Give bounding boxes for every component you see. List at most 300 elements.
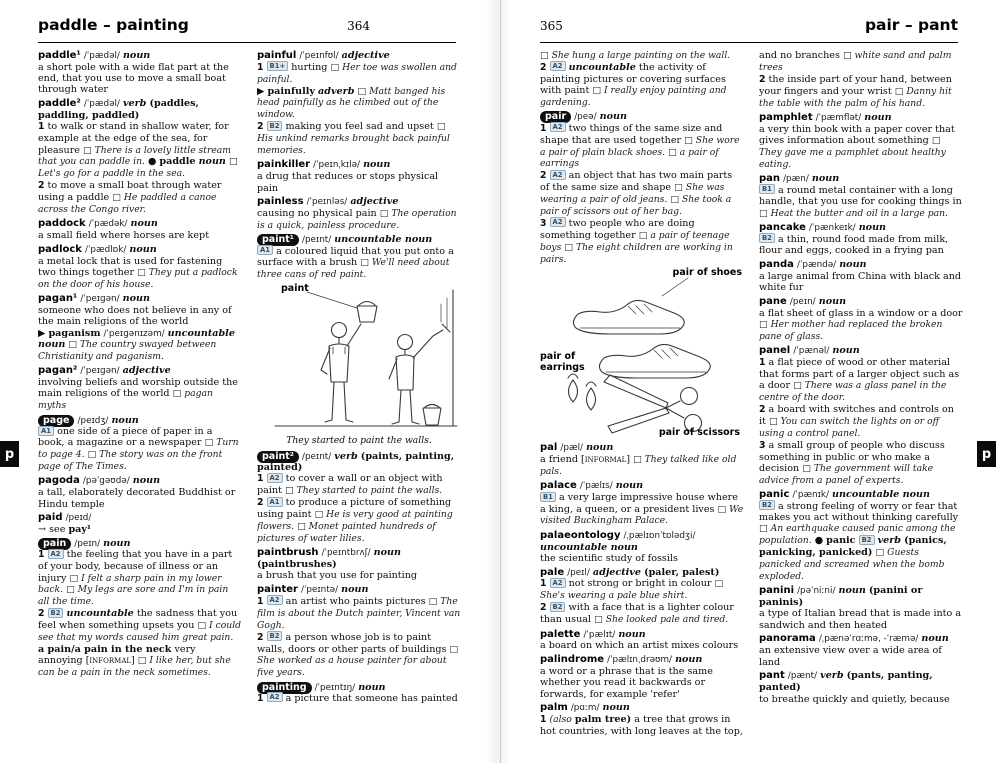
headword: painless <box>257 196 304 208</box>
right-page-header <box>540 14 958 40</box>
letter-tab-right <box>977 441 996 467</box>
column-2-top-entries <box>257 50 461 281</box>
cefr-badge: A1 <box>257 245 273 255</box>
pair-of-scissors-label: pair of scissors <box>658 426 740 438</box>
paint-illustration <box>257 284 461 447</box>
definition-text: a large animal from China with black and white fur <box>759 270 962 293</box>
headword: pancake <box>759 221 806 233</box>
left-headword-range: paddle – painting <box>38 16 189 34</box>
dictionary-entry <box>257 50 461 157</box>
part-of-speech: noun <box>675 654 703 666</box>
cefr-badge: A1 <box>267 497 283 507</box>
dictionary-entry <box>759 633 963 667</box>
cefr-badge: A2 <box>550 122 566 132</box>
definition-text: to cover a wall or an object with paint <box>257 473 443 497</box>
headword: panic <box>759 489 790 501</box>
dictionary-entry <box>257 682 461 705</box>
dictionary-entry <box>38 365 242 412</box>
definition-text: to walk or stand in shallow water, for example at the edge of the sea, for pleasure <box>38 121 229 156</box>
definition-text: an extensive view over a wide area of land <box>759 645 942 668</box>
headword: pagoda <box>38 475 80 487</box>
pronunciation: /ˈpeɪnləs/ <box>306 197 348 208</box>
definition-text: making you feel sad and upset <box>285 121 434 133</box>
sense-number: 2 <box>759 73 766 85</box>
part-of-speech: adverb <box>318 85 355 97</box>
dictionary-entry <box>759 173 963 219</box>
example-text: □ He paddled a canoe across the Congo river. <box>38 192 217 216</box>
pronunciation: /pəˈniːni/ <box>797 586 836 597</box>
pronunciation: /peɪd/ <box>65 513 92 524</box>
dictionary-entry <box>38 293 242 363</box>
bold-text: (pants, panting, panted) <box>759 670 933 694</box>
headword: palaeontology <box>540 529 621 541</box>
definition-text: to move a small boat through water using a paddle <box>38 180 222 204</box>
part-of-speech: noun <box>129 244 157 255</box>
sense-number: 1 <box>38 549 45 561</box>
keyword-headword: pain <box>38 538 71 550</box>
headword: panda <box>759 258 794 270</box>
cefr-badge: B2 <box>48 608 64 618</box>
example-text: □ We'll need about three cans of red paint. <box>257 257 450 280</box>
dictionary-entry <box>540 629 744 652</box>
keyword-headword: paint² <box>257 451 299 463</box>
register-label: [informal] <box>581 454 630 466</box>
definition-text: someone who does not believe in any of the main religions of the world <box>38 305 232 328</box>
part-of-speech: uncountable noun <box>540 541 638 553</box>
cefr-badge: A2 <box>267 692 283 702</box>
pronunciation: /pæn/ <box>783 174 809 185</box>
definition-text: the sadness that you feel when something upsets you <box>38 608 238 632</box>
pronunciation: /pəˈgəʊdə/ <box>82 476 130 487</box>
dictionary-entry <box>38 244 242 291</box>
definition-text: two people who are doing something together <box>540 217 695 241</box>
dictionary-entry <box>759 222 963 256</box>
example-text: □ The government will take advice from a panel of experts. <box>759 462 934 486</box>
pronunciation: /pɑːm/ <box>570 703 600 714</box>
part-of-speech: noun <box>921 633 949 645</box>
column-2-bottom-entries <box>257 451 461 705</box>
sense-number: 1 <box>257 473 264 485</box>
headword: pagan¹ <box>38 293 78 305</box>
definition-text: hurting <box>291 61 328 73</box>
dictionary-entry <box>540 530 744 564</box>
part-of-speech: noun <box>586 442 614 454</box>
dictionary-entry <box>540 567 744 626</box>
example-text: □ She worked as a house painter for about five years. <box>257 643 459 679</box>
definition-text: one side of a piece of paper in a book, a magazine or a newspaper <box>38 426 213 449</box>
headword: paintbrush <box>257 547 319 559</box>
part-of-speech: uncountable noun <box>38 327 235 351</box>
example-text: □ You can switch the lights on or off using a control panel. <box>759 415 940 439</box>
cefr-badge: A2 <box>550 217 566 227</box>
letter-tab-right-label: p <box>981 446 992 462</box>
definition-text: ▶ <box>38 327 46 339</box>
example-text: □ They talked like old pals. <box>540 454 737 478</box>
example-text: □ She looked pale and tired. <box>594 614 729 626</box>
pronunciation: /peɪn/ <box>74 538 101 549</box>
example-text: □ The film is about the Dutch painter, Vincent van Gogh. <box>257 595 461 631</box>
cefr-badge: B2 <box>550 602 566 612</box>
sense-number: 2 <box>759 403 766 415</box>
sense-number: 1 <box>759 356 766 368</box>
page-right <box>540 14 963 755</box>
headword: panel <box>759 345 791 357</box>
keyword-headword: pair <box>540 111 571 123</box>
page-gutter-shadow <box>486 0 510 763</box>
sense-number: 1 <box>38 121 45 133</box>
pronunciation: /ˈpeɪnfʊl/ <box>299 51 339 61</box>
page-gutter-line <box>500 0 501 763</box>
definition-text: to produce a picture of something using paint <box>257 497 452 521</box>
definition-text: a flat piece of wood or other material that forms part of a larger object such as a door <box>759 356 960 392</box>
cefr-badge: A2 <box>48 549 64 559</box>
keyword-headword: paint¹ <box>257 234 299 246</box>
definition-text: a short pole with a wide flat part at the end, that you use to move a small boat through water <box>38 61 229 96</box>
example-text: □ The country swayed between Christianity and paganism. <box>38 339 217 362</box>
example-text: □ Turn to page 4. <box>38 437 239 461</box>
part-of-speech: verb <box>877 535 902 547</box>
definition-text: the inside part of your hand, between your fingers and your wrist <box>759 73 952 97</box>
example-text: □ I like her, but she can be a pain in the neck sometimes. <box>38 655 231 679</box>
dictionary-entry <box>38 98 242 216</box>
column-3-top-entries <box>540 50 744 265</box>
uncountable-label: uncountable <box>568 61 636 73</box>
cefr-badge: A2 <box>267 595 283 605</box>
cefr-badge: A2 <box>550 170 566 180</box>
register-label: [informal] <box>85 655 135 667</box>
part-of-speech: noun <box>363 159 391 171</box>
pronunciation: /ˈpælɪs/ <box>579 481 613 492</box>
headword: pale <box>540 566 565 578</box>
pronunciation: /ˈpædək/ <box>88 219 128 230</box>
sense-number: 1 <box>257 61 264 73</box>
definition-text: very annoying <box>38 643 196 667</box>
cefr-badge: B2 <box>759 500 775 510</box>
headword: panini <box>759 585 794 597</box>
definition-text: a round metal container with a long handle, that you use for cooking things in <box>759 184 962 208</box>
dictionary-entry <box>257 196 461 232</box>
cefr-badge: B1+ <box>267 61 289 71</box>
example-text: □ The story was on the front page of The Times. <box>38 449 223 473</box>
pronunciation: /ˈpæmflət/ <box>815 112 862 123</box>
cefr-badge: A2 <box>550 61 566 71</box>
definition-text: a flat sheet of glass in a window or a door <box>759 307 963 319</box>
headword: painful <box>257 50 297 61</box>
pronunciation: /peɪl/ <box>567 567 590 578</box>
letter-tab-left <box>0 441 19 467</box>
part-of-speech: noun <box>341 584 369 596</box>
example-text: □ She's wearing a pale blue shirt. <box>540 578 724 602</box>
definition-text: an artist who paints pictures <box>285 595 426 607</box>
definition-text: a coloured liquid that you put onto a surface with a brush <box>257 245 454 269</box>
dictionary-entry <box>759 296 963 343</box>
example-text: □ His unkind remarks brought back painful memories. <box>257 121 450 157</box>
cefr-badge: A2 <box>550 578 566 588</box>
dictionary-entry <box>257 451 461 545</box>
pronunciation: /pæl/ <box>560 443 583 454</box>
bold-text: (paintbrushes) <box>257 558 337 570</box>
sense-number: 1 <box>540 714 547 726</box>
part-of-speech: noun <box>111 414 139 426</box>
definition-text: a small group of people who discuss something in public or who make a decision <box>759 439 945 474</box>
example-text: □ white sand and palm trees <box>759 50 952 73</box>
definition-text: causing no physical pain <box>257 208 377 220</box>
part-of-speech: uncountable noun <box>832 489 930 501</box>
definition-text: a board on which an artist mixes colours <box>540 640 739 652</box>
definition-text: a tree that grows in hot countries, with long leaves at the top, <box>540 714 743 738</box>
definition-text: the scientific study of fossils <box>540 552 678 564</box>
bold-text: palm tree) <box>574 714 632 726</box>
headword: pant <box>759 670 785 682</box>
column-1 <box>38 50 242 757</box>
pronunciation: /ˈpændə/ <box>797 259 837 270</box>
example-text: □ An earthquake caused panic among the population. <box>759 523 956 547</box>
example-text: □ Danny hit the table with the palm of his hand. <box>759 85 952 109</box>
definition-text: a thin, round food made from milk, flour and eggs, cooked in a frying pan <box>759 233 949 256</box>
example-text: □ She hung a large painting on the wall. <box>540 50 731 61</box>
dictionary-entry <box>540 480 744 527</box>
cefr-badge: A2 <box>267 473 283 483</box>
paint-illustration-label: paint <box>281 282 309 294</box>
example-text: □ They put a padlock on the door of his house. <box>38 267 238 290</box>
dictionary-entry <box>257 234 461 280</box>
pronunciation: /ˌpælɪɒnˈtɒlədʒi/ <box>623 530 696 541</box>
sense-number: 2 <box>38 608 45 620</box>
headword: pan <box>759 173 781 185</box>
bold-text: painfully <box>267 85 315 97</box>
dictionary-entry <box>38 218 242 241</box>
part-of-speech: noun <box>602 702 630 714</box>
dictionary-entry <box>759 345 963 486</box>
pronunciation: /ˈpeɪntə/ <box>301 585 339 596</box>
pair-of-earrings-label: pair of earrings <box>540 351 585 373</box>
bold-text: panic <box>826 535 856 547</box>
column-4 <box>759 50 963 757</box>
example-text: □ The eight children are working in pairs. <box>540 241 733 265</box>
headword: padlock <box>38 244 82 255</box>
definition-text: an object that has two main parts of the same size and shape <box>540 170 733 194</box>
part-of-speech: noun <box>599 111 627 123</box>
bold-text: paddle <box>159 156 196 168</box>
right-header-rule <box>540 42 958 43</box>
bold-text: a pain/a pain in the neck <box>38 643 172 655</box>
definition-text: the feeling that you have in a part of your body, because of illness or an injury <box>38 549 233 584</box>
example-text: □ I felt a sharp pain in my lower back. <box>38 572 222 596</box>
dictionary-entry <box>38 475 242 509</box>
example-text: □ They gave me a pamphlet about healthy eating. <box>759 135 946 170</box>
sense-number: 1 <box>257 595 264 607</box>
example-text: □ They started to paint the walls. <box>285 485 443 497</box>
sense-number: 2 <box>257 631 264 643</box>
part-of-speech: noun <box>198 156 226 168</box>
part-of-speech: noun <box>858 221 887 233</box>
right-headword-range: pair – pant <box>864 16 958 34</box>
cefr-badge: B2 <box>759 233 775 243</box>
pronunciation: /ˈpeɪnˌkɪlə/ <box>313 160 360 171</box>
definition-text: a picture that someone has painted <box>285 692 458 704</box>
dictionary-entry <box>759 670 963 704</box>
pair-of-shoes-label: pair of shoes <box>672 267 742 279</box>
part-of-speech: adjective <box>350 196 399 208</box>
example-text: □ We visited Buckingham Palace. <box>540 503 744 527</box>
pronunciation: /ˈpænəl/ <box>793 346 830 357</box>
cefr-badge: A1 <box>38 426 54 436</box>
dictionary-entry <box>759 50 963 109</box>
pronunciation: /ˈpeɪgən/ <box>80 294 120 305</box>
definition-text: a tall, elaborately decorated Buddhist or Hindu temple <box>38 487 236 510</box>
keyword-headword: painting <box>257 682 312 694</box>
sense-number: 2 <box>540 602 547 614</box>
part-of-speech: noun <box>832 345 860 357</box>
part-of-speech: noun <box>103 537 131 549</box>
headword: palette <box>540 628 581 640</box>
uncountable-label: uncountable <box>66 608 134 620</box>
example-text: □ Matt banged his head painfully as he climbed out of the window. <box>257 85 446 121</box>
definition-text: with a face that is a lighter colour than usual <box>540 602 734 626</box>
pronunciation: /ˈpælɪt/ <box>583 629 616 640</box>
pronunciation: /ˈpeɪgənɪzəm/ <box>103 328 165 339</box>
definition-text: and no branches <box>759 50 840 61</box>
part-of-speech: noun <box>818 295 847 307</box>
dictionary-entry <box>38 512 242 535</box>
headword: paddock <box>38 218 86 230</box>
sense-number: 1 <box>540 122 547 134</box>
headword: palindrome <box>540 654 605 666</box>
cefr-badge: B1 <box>759 184 775 194</box>
part-of-speech: noun <box>373 547 401 559</box>
example-text: □ My legs are sore and I'm in pain all the time. <box>38 584 229 608</box>
sense-number: 3 <box>540 217 547 229</box>
part-of-speech: adjective <box>592 566 641 578</box>
example-text: □ There is a lovely little stream that you can paddle in. <box>38 144 231 168</box>
headword: pane <box>759 295 787 307</box>
dictionary-entry <box>38 415 242 473</box>
part-of-speech: uncountable noun <box>334 234 433 246</box>
dictionary-entry <box>759 112 963 171</box>
paint-illustration-caption: They started to paint the walls. <box>286 434 432 446</box>
part-of-speech: verb <box>334 450 358 462</box>
headword: panorama <box>759 633 816 645</box>
pronunciation: /peɪnt/ <box>302 235 332 246</box>
definition-text: ● <box>147 156 157 168</box>
dictionary-entry <box>38 50 242 96</box>
dictionary-entry <box>257 159 461 193</box>
definition-text: a very large impressive house where a king, a queen, or a president lives <box>540 492 738 515</box>
part-of-speech: noun <box>838 585 866 597</box>
definition-text: two things of the same size and shape that are used together <box>540 122 723 146</box>
pronunciation: /ˈpænɪk/ <box>792 490 829 501</box>
pronunciation: /ˈpædəl/ <box>83 51 120 61</box>
dictionary-entry <box>257 584 461 679</box>
keyword-headword: page <box>38 415 74 427</box>
headword: pal <box>540 442 558 454</box>
part-of-speech: adjective <box>341 50 390 61</box>
sense-number: 2 <box>257 121 264 133</box>
example-text: (also <box>549 714 572 726</box>
example-text: □ a pair of earrings <box>540 146 719 170</box>
dictionary-entry <box>540 442 744 478</box>
example-text: □ There was a glass panel in the centre of the door. <box>759 380 947 403</box>
right-page-number: 365 <box>540 19 563 33</box>
dictionary-entry <box>540 702 744 737</box>
cefr-badge: B2 <box>267 121 283 131</box>
definition-text: a type of Italian bread that is made into a sandwich and then heated <box>759 608 962 631</box>
part-of-speech: noun <box>132 475 161 487</box>
bold-text: paganism <box>48 327 101 339</box>
definition-text: a very thin book with a paper cover that gives information about something <box>759 123 955 147</box>
part-of-speech: verb <box>820 670 844 682</box>
definition-text: a person whose job is to paint walls, doors or other parts of buildings <box>257 631 447 655</box>
dictionary-entry <box>540 111 744 265</box>
bold-text: pay¹ <box>68 524 92 536</box>
pronunciation: /peɪnt/ <box>302 451 332 462</box>
example-text: □ Her toe was swollen and painful. <box>257 61 457 85</box>
example-text: □ He is very good at painting flowers. <box>257 509 453 532</box>
definition-text: → see <box>38 524 66 536</box>
example-text: □ I could see that my words caused him great pain. <box>38 620 242 644</box>
column-3 <box>540 50 744 757</box>
pronunciation: /pænt/ <box>787 671 818 682</box>
part-of-speech: noun <box>864 111 892 123</box>
headword: palm <box>540 702 568 714</box>
pronunciation: /ˈpædəl/ <box>83 99 120 110</box>
letter-tab-left-label: p <box>4 446 15 462</box>
headword: painkiller <box>257 159 311 171</box>
sense-number: 3 <box>759 439 766 451</box>
dictionary-entry <box>257 547 461 581</box>
example-text: □ Let's go for a paddle in the sea. <box>38 156 238 180</box>
pronunciation: /ˌpænəˈrɑːmə, -ˈræmə/ <box>818 634 919 645</box>
sense-number: 1 <box>257 692 264 704</box>
dictionary-entry <box>540 50 744 109</box>
cefr-badge: B2 <box>267 631 283 641</box>
dictionary-entry <box>38 538 242 679</box>
sense-number: 2 <box>540 61 547 73</box>
dictionary-entry <box>759 259 963 293</box>
definition-text: not strong or bright in colour <box>568 578 712 590</box>
left-header-rule <box>38 42 456 43</box>
pronunciation: /peə/ <box>574 112 597 123</box>
example-text: □ Guests panicked and screamed when the bomb exploded. <box>759 547 945 582</box>
part-of-speech: adjective <box>122 365 171 377</box>
part-of-speech: noun <box>839 258 867 270</box>
bold-text: (panics, panicking, panicked) <box>759 535 947 559</box>
cefr-badge: B2 <box>859 535 875 545</box>
example-text: □ a pair of teenage boys <box>540 229 730 253</box>
headword: palace <box>540 480 577 492</box>
pronunciation: /peɪdʒ/ <box>77 415 109 426</box>
pronunciation: /ˈpædlɒk/ <box>85 245 127 255</box>
pronunciation: /peɪn/ <box>789 296 816 307</box>
bold-text: (panini or paninis) <box>759 585 923 609</box>
headword: pamphlet <box>759 111 813 123</box>
pronunciation: /ˈpeɪntɪŋ/ <box>314 682 356 693</box>
pronunciation: /ˈpænkeɪk/ <box>808 222 856 233</box>
example-text: □ Monet painted hundreds of pictures of water lilies. <box>257 520 436 544</box>
example-text: □ pagan myths <box>38 388 213 412</box>
bold-text: (paints, painting, painted) <box>257 450 455 473</box>
pronunciation: /ˈpeɪntbrʌʃ/ <box>321 548 371 559</box>
headword: paddle² <box>38 98 81 110</box>
example-text: □ The operation is a quick, painless procedure. <box>257 208 457 231</box>
column-2 <box>257 50 461 757</box>
left-page-header <box>38 14 456 40</box>
definition-text: a metal lock that is used for fastening two things together <box>38 255 223 279</box>
definition-text: a word or a phrase that is the same whether you read it backwards or forwards, for example 'refer' <box>540 666 713 700</box>
cefr-badge: B1 <box>540 492 556 502</box>
part-of-speech: noun <box>122 293 150 305</box>
part-of-speech: noun <box>618 628 646 640</box>
